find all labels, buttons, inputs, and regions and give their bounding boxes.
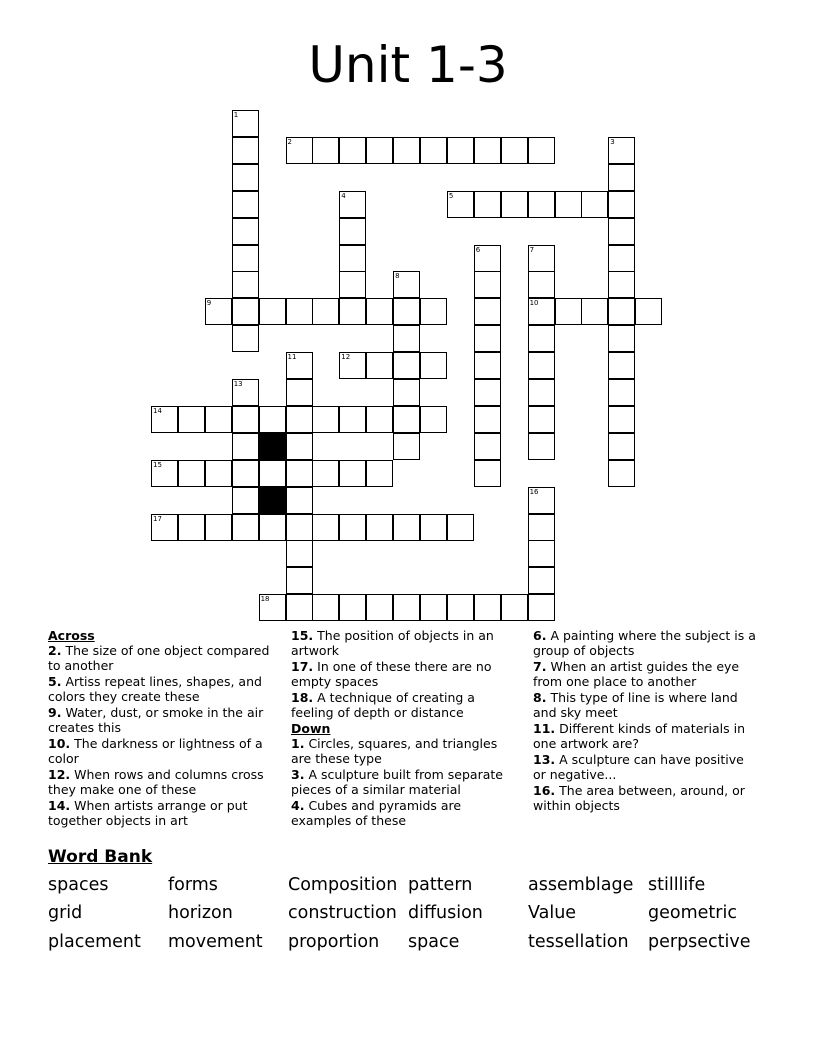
grid-cell[interactable] <box>393 406 420 433</box>
clue-number: 18 <box>260 595 270 604</box>
down-header: Down <box>291 721 331 736</box>
clue-number: 17 <box>153 514 162 523</box>
grid-cell[interactable] <box>393 433 420 460</box>
grid-cell[interactable] <box>635 298 662 325</box>
clue-across-15: 15. The position of objects in an artwork <box>291 628 494 658</box>
grid-cell[interactable] <box>286 433 313 460</box>
grid-cell[interactable] <box>232 487 259 514</box>
grid-cell[interactable] <box>393 325 420 352</box>
grid-cell[interactable] <box>608 379 635 406</box>
grid-cell[interactable] <box>366 514 393 541</box>
grid-cell[interactable] <box>339 460 366 487</box>
grid-cell[interactable] <box>528 245 555 272</box>
grid-cell[interactable] <box>393 137 420 164</box>
grid-cell[interactable] <box>232 298 259 325</box>
grid-cell[interactable] <box>312 406 339 433</box>
word-bank-item: grid <box>48 903 83 923</box>
grid-cell[interactable] <box>312 514 339 541</box>
clue-down-6: 6. A painting where the subject is a group of objects <box>533 628 756 658</box>
grid-cell[interactable] <box>501 594 528 621</box>
grid-cell[interactable] <box>286 567 313 594</box>
grid-cell[interactable] <box>232 191 259 218</box>
grid-cell[interactable] <box>474 245 501 272</box>
grid-cell[interactable] <box>151 406 178 433</box>
grid-cell[interactable] <box>608 137 635 164</box>
grid-cell[interactable] <box>528 433 555 460</box>
clue-down-8: 8. This type of line is where land and sky meet <box>533 690 738 720</box>
grid-cell[interactable] <box>420 298 447 325</box>
grid-cell[interactable] <box>259 514 286 541</box>
grid-cell[interactable] <box>312 298 339 325</box>
clue-number: 10 <box>529 299 539 308</box>
grid-cell[interactable] <box>286 406 313 433</box>
grid-cell[interactable] <box>339 298 366 325</box>
grid-cell[interactable] <box>501 137 528 164</box>
clue-number: 15 <box>153 460 162 469</box>
grid-cell[interactable] <box>528 487 555 514</box>
clue-number: 7 <box>529 245 535 254</box>
grid-cell[interactable] <box>608 164 635 191</box>
clue-down-11: 11. Different kinds of materials in one artwork are? <box>533 721 746 751</box>
clue-across-14: 14. When artists arrange or put together objects in art <box>48 798 248 828</box>
grid-cell[interactable] <box>286 298 313 325</box>
clue-number: 2 <box>287 137 292 146</box>
word-bank-item: space <box>408 932 460 952</box>
clues-column-3 <box>533 628 758 814</box>
grid-cell[interactable] <box>528 379 555 406</box>
clue-across-2: 2. The size of one object compared to another <box>48 643 270 673</box>
word-bank-item: geometric <box>648 903 737 923</box>
word-bank-item: pattern <box>408 875 473 895</box>
clue-down-13: 13. A sculpture can have positive or negative... <box>533 752 744 782</box>
grid-cell[interactable] <box>205 460 232 487</box>
black-cell <box>259 487 286 514</box>
word-bank-item: forms <box>168 875 218 895</box>
grid-cell[interactable] <box>232 110 259 137</box>
grid-cell[interactable] <box>232 514 259 541</box>
clue-number: 6 <box>475 245 481 254</box>
grid-cell[interactable] <box>528 271 555 298</box>
clue-across-18: 18. A technique of creating a feeling of depth or distance <box>291 690 475 720</box>
clue-number: 16 <box>529 487 539 496</box>
grid-cell[interactable] <box>232 164 259 191</box>
grid-cell[interactable] <box>474 379 501 406</box>
page-title: Unit 1-3 <box>308 36 508 94</box>
grid-cell[interactable] <box>312 460 339 487</box>
grid-cell[interactable] <box>608 352 635 379</box>
clue-across-17: 17. In one of these there are no empty spaces <box>291 659 492 689</box>
grid-cell[interactable] <box>339 514 366 541</box>
clues-column-2 <box>291 628 513 829</box>
grid-cell[interactable] <box>474 271 501 298</box>
word-bank-title: Word Bank <box>48 847 153 867</box>
grid-cell[interactable] <box>608 245 635 272</box>
grid-cell[interactable] <box>339 271 366 298</box>
word-bank-item: Composition <box>288 875 398 895</box>
grid-cell[interactable] <box>286 352 313 379</box>
word-bank-item: stilllife <box>648 875 706 895</box>
grid-cell[interactable] <box>205 406 232 433</box>
grid-cell[interactable] <box>528 406 555 433</box>
clue-down-3: 3. A sculpture built from separate pieces of a similar material <box>291 767 503 797</box>
grid-cell[interactable] <box>608 298 635 325</box>
grid-cell[interactable] <box>178 460 205 487</box>
grid-cell[interactable] <box>259 406 286 433</box>
grid-cell[interactable] <box>528 352 555 379</box>
grid-cell[interactable] <box>528 137 555 164</box>
clues-column-1 <box>48 628 273 829</box>
clue-down-7: 7. When an artist guides the eye from one place to another <box>533 659 740 689</box>
clue-number: 1 <box>233 111 239 119</box>
grid-cell[interactable] <box>178 406 205 433</box>
grid-cell[interactable] <box>474 433 501 460</box>
grid-cell[interactable] <box>286 487 313 514</box>
grid-cell[interactable] <box>420 352 447 379</box>
grid-cell[interactable] <box>339 406 366 433</box>
grid-cell[interactable] <box>393 594 420 621</box>
grid-cell[interactable] <box>232 406 259 433</box>
clue-number: 14 <box>153 406 162 415</box>
grid-cell[interactable] <box>366 137 393 164</box>
grid-cell[interactable] <box>393 514 420 541</box>
clue-number: 4 <box>341 191 346 200</box>
word-bank-item: horizon <box>168 903 233 923</box>
clue-number: 8 <box>395 272 400 281</box>
grid-cell[interactable] <box>339 191 366 218</box>
grid-cell[interactable] <box>474 298 501 325</box>
word-bank-item: tessellation <box>528 932 629 952</box>
grid-cell[interactable] <box>339 137 366 164</box>
grid-cell[interactable] <box>555 298 582 325</box>
clue-across-5: 5. Artiss repeat lines, shapes, and colors they create these <box>48 674 262 704</box>
grid-cell[interactable] <box>393 298 420 325</box>
grid-cell[interactable] <box>555 191 582 218</box>
grid-cell[interactable] <box>474 191 501 218</box>
grid-cell[interactable] <box>151 460 178 487</box>
grid-cell[interactable] <box>286 137 313 164</box>
grid-cell[interactable] <box>581 191 608 218</box>
grid-cell[interactable] <box>286 594 313 621</box>
clue-number: 3 <box>610 137 615 146</box>
grid-cell[interactable] <box>528 325 555 352</box>
clue-number: 5 <box>448 191 454 200</box>
grid-cell[interactable] <box>366 594 393 621</box>
grid-cell[interactable] <box>366 298 393 325</box>
grid-cell[interactable] <box>447 514 474 541</box>
word-bank-item: spaces <box>48 875 109 895</box>
grid-cell[interactable] <box>178 514 205 541</box>
grid-cell[interactable] <box>151 514 178 541</box>
grid-cell[interactable] <box>474 325 501 352</box>
grid-cell[interactable] <box>608 460 635 487</box>
grid-cell[interactable] <box>474 406 501 433</box>
grid-cell[interactable] <box>528 191 555 218</box>
clue-down-16: 16. The area between, around, or within objects <box>533 783 745 813</box>
grid-cell[interactable] <box>232 379 259 406</box>
grid-cell[interactable] <box>232 325 259 352</box>
grid-cell[interactable] <box>474 594 501 621</box>
grid-cell[interactable] <box>608 218 635 245</box>
clue-across-12: 12. When rows and columns cross they make one of these <box>48 767 264 797</box>
grid-cell[interactable] <box>447 191 474 218</box>
clue-number: 12 <box>341 353 351 362</box>
grid-cell[interactable] <box>232 433 259 460</box>
black-cell <box>259 433 286 460</box>
clue-number: 11 <box>287 353 297 362</box>
grid-cell[interactable] <box>366 460 393 487</box>
grid-cell[interactable] <box>286 379 313 406</box>
grid-cell[interactable] <box>366 406 393 433</box>
word-bank-item: construction <box>288 903 397 923</box>
grid-cell[interactable] <box>232 137 259 164</box>
clue-across-9: 9. Water, dust, or smoke in the air creates this <box>48 705 264 735</box>
grid-cell[interactable] <box>232 271 259 298</box>
grid-cell[interactable] <box>447 137 474 164</box>
grid-cell[interactable] <box>608 406 635 433</box>
grid-cell[interactable] <box>259 298 286 325</box>
grid-cell[interactable] <box>474 352 501 379</box>
grid-cell[interactable] <box>393 379 420 406</box>
grid-cell[interactable] <box>528 594 555 621</box>
across-header: Across <box>48 628 95 643</box>
grid-cell[interactable] <box>312 137 339 164</box>
grid-cell[interactable] <box>366 352 393 379</box>
grid-cell[interactable] <box>528 567 555 594</box>
grid-cell[interactable] <box>339 594 366 621</box>
grid-cell[interactable] <box>286 540 313 567</box>
grid-cell[interactable] <box>501 191 528 218</box>
grid-cell[interactable] <box>339 218 366 245</box>
grid-cell[interactable] <box>608 325 635 352</box>
clue-across-10: 10. The darkness or lightness of a color <box>48 736 263 766</box>
grid-cell[interactable] <box>528 298 555 325</box>
grid-cell[interactable] <box>420 594 447 621</box>
word-bank-item: movement <box>168 932 263 952</box>
grid-cell[interactable] <box>205 514 232 541</box>
grid-cell[interactable] <box>393 352 420 379</box>
grid-cell[interactable] <box>339 352 366 379</box>
word-bank-item: placement <box>48 932 141 952</box>
grid-cell[interactable] <box>474 460 501 487</box>
clue-number: 13 <box>233 380 243 388</box>
grid-cell[interactable] <box>420 514 447 541</box>
grid-cell[interactable] <box>259 460 286 487</box>
grid-cell[interactable] <box>608 271 635 298</box>
grid-cell[interactable] <box>232 218 259 245</box>
word-bank-item: perpsective <box>648 932 751 952</box>
clue-down-4: 4. Cubes and pyramids are examples of these <box>291 798 462 828</box>
word-bank-item: Value <box>528 903 577 923</box>
grid-cell[interactable] <box>608 433 635 460</box>
grid-cell[interactable] <box>232 460 259 487</box>
grid-cell[interactable] <box>312 594 339 621</box>
grid-cell[interactable] <box>608 191 635 218</box>
grid-cell[interactable] <box>232 245 259 272</box>
word-bank-item: proportion <box>288 932 380 952</box>
grid-cell[interactable] <box>286 514 313 541</box>
grid-cell[interactable] <box>474 137 501 164</box>
clue-down-1: 1. Circles, squares, and triangles are these type <box>291 736 498 766</box>
grid-cell[interactable] <box>420 137 447 164</box>
grid-cell[interactable] <box>286 460 313 487</box>
grid-cell[interactable] <box>528 540 555 567</box>
grid-cell[interactable] <box>259 594 286 621</box>
grid-cell[interactable] <box>581 298 608 325</box>
grid-cell[interactable] <box>393 271 420 298</box>
grid-cell[interactable] <box>420 406 447 433</box>
clue-number: 9 <box>206 299 212 308</box>
word-bank-item: assemblage <box>528 875 634 895</box>
grid-cell[interactable] <box>447 594 474 621</box>
word-bank-item: diffusion <box>408 903 483 923</box>
grid-cell[interactable] <box>205 298 232 325</box>
grid-cell[interactable] <box>339 245 366 272</box>
grid-cell[interactable] <box>528 514 555 541</box>
